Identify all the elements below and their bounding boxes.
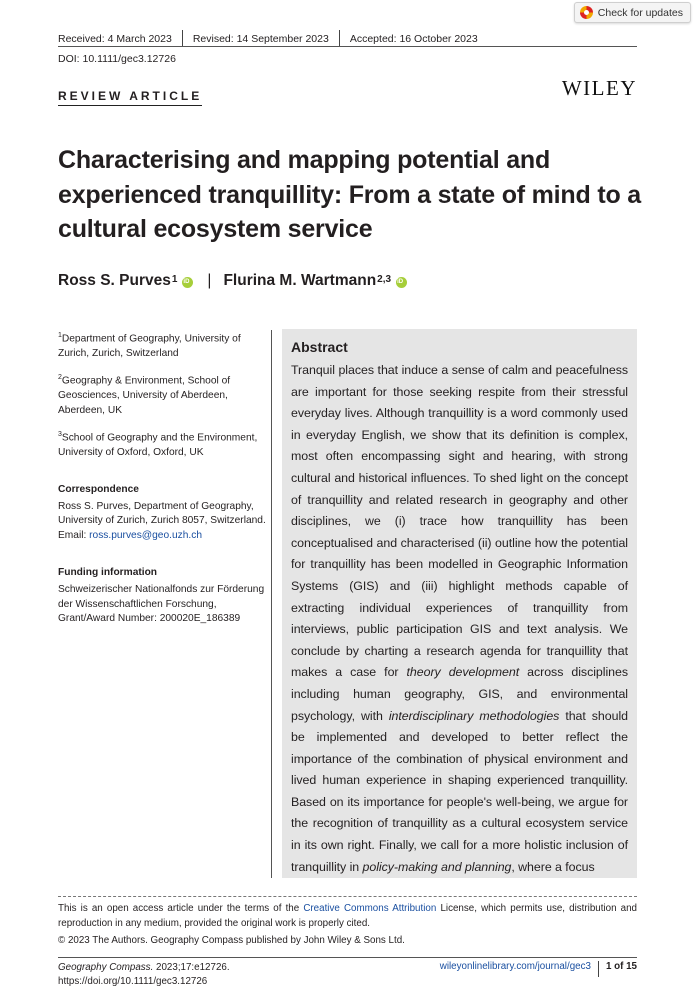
doi-url[interactable]: https://doi.org/10.1111/gec3.12726	[58, 975, 208, 987]
copyright: © 2023 The Authors. Geography Compass published by John Wiley & Sons Ltd.	[58, 935, 405, 946]
header-rule	[58, 46, 637, 47]
accepted-date: Accepted: 16 October 2023	[349, 32, 478, 45]
affiliation: $^2$Geography & Environment, School of Geosciences, University of Aberdeen, Aberdeen, UK	[58, 373, 231, 416]
author-separator: |	[207, 272, 212, 289]
page-number: 1 of 15	[605, 961, 637, 972]
article-title: Characterising and mapping potential and experienced tranquillity: From a state of mind to a cultural ecosystem service	[58, 146, 641, 243]
correspondence-text: Ross S. Purves, Department of Geography, University of Zurich, Zurich 8057, Switzerland. Email: ross.purves@geo.uzh.ch	[58, 500, 266, 542]
author-affiliation-sup: 2,3	[377, 273, 392, 285]
article-dates	[58, 30, 488, 47]
abstract-heading: Abstract	[291, 339, 348, 355]
footer-rule	[58, 957, 637, 958]
revised-date: Revised: 14 September 2023	[192, 32, 329, 45]
funding-text: Schweizerischer Nationalfonds zur Förderung der Wissenschaftlichen Forschung, Grant/Award Number: 200020E_186389	[58, 583, 265, 625]
open-access-notice: This is an open access article under the terms of the Creative Commons Attribution License, which permits use, distribution and reproduction in any medium, provided the original work is properly cited.	[58, 903, 638, 929]
affiliation: $^1$Department of Geography, University of Zurich, Zurich, Switzerland	[58, 332, 241, 360]
check-for-updates-label: Check for updates	[597, 6, 683, 19]
journal-citation: Geography Compass. 2023;17:e12726. https://doi.org/10.1111/gec3.12726	[58, 962, 230, 987]
abstract-text: Tranquil places that induce a sense of calm and peacefulness are important for those seeking respite from their stressful everyday lives. Although tranquillity is a word commonly used in everyday English, we show that its definition is complex, most often encompassing sight and hearing, with strong cultural and historical influences. To shed light on the concept of tranquillity and related research in geography and other disciplines, we (i) trace how tranquillity has been conceptualised and characterised (ii) outline how the potential for tranquillity has been modelled in Geographic Information Systems (GIS) and (iii) highlight methods capable of extracting individual experiences of tranquillity from interviews, public participation GIS and text analysis. We conclude by charting a research agenda for tranquillity that makes a case for theory development across disciplines including human geography, GIS, and environmental psychology, with interdisciplinary methodologies that should be implemented and developed to better reflect the importance of the combination of physical environment and lived human experience in shaping experienced tranquillity. Based on its importance for people's well-being, we argue for the recognition of tranquillity as a cultural ecosystem service in its own right. Finally, we call for a more holistic inclusion of tranquillity in policy-making and planning, where a focus	[291, 363, 628, 874]
author-affiliation-sup: 1	[171, 273, 178, 285]
license-link[interactable]: Creative Commons Attribution	[303, 903, 437, 914]
journal-link[interactable]: wileyonlinelibrary.com/journal/gec3	[439, 961, 591, 972]
affiliations-column	[58, 329, 268, 636]
footer-divider	[598, 961, 599, 977]
orcid-icon[interactable]	[396, 277, 407, 288]
author-name[interactable]: Flurina M. Wartmann	[223, 272, 377, 289]
crossmark-icon	[580, 6, 593, 19]
check-for-updates-button[interactable]	[574, 2, 691, 23]
article-doi: DOI: 10.1111/gec3.12726	[58, 53, 176, 65]
email-link[interactable]: ross.purves@geo.uzh.ch	[89, 530, 202, 542]
publisher-logo: WILEY	[561, 76, 637, 100]
footer-dashed-rule	[58, 896, 637, 897]
received-date: Received: 4 March 2023	[58, 32, 172, 45]
footer-right	[440, 961, 637, 977]
column-divider	[271, 330, 272, 878]
author-list	[58, 272, 407, 290]
author-name[interactable]: Ross S. Purves	[58, 272, 171, 289]
funding-heading: Funding information	[58, 566, 158, 578]
correspondence-heading: Correspondence	[58, 483, 139, 495]
orcid-icon[interactable]	[182, 277, 193, 288]
article-type: REVIEW ARTICLE	[58, 89, 202, 106]
affiliation: $^3$School of Geography and the Environment, University of Oxford, Oxford, UK	[58, 430, 258, 458]
abstract-box	[282, 329, 637, 878]
